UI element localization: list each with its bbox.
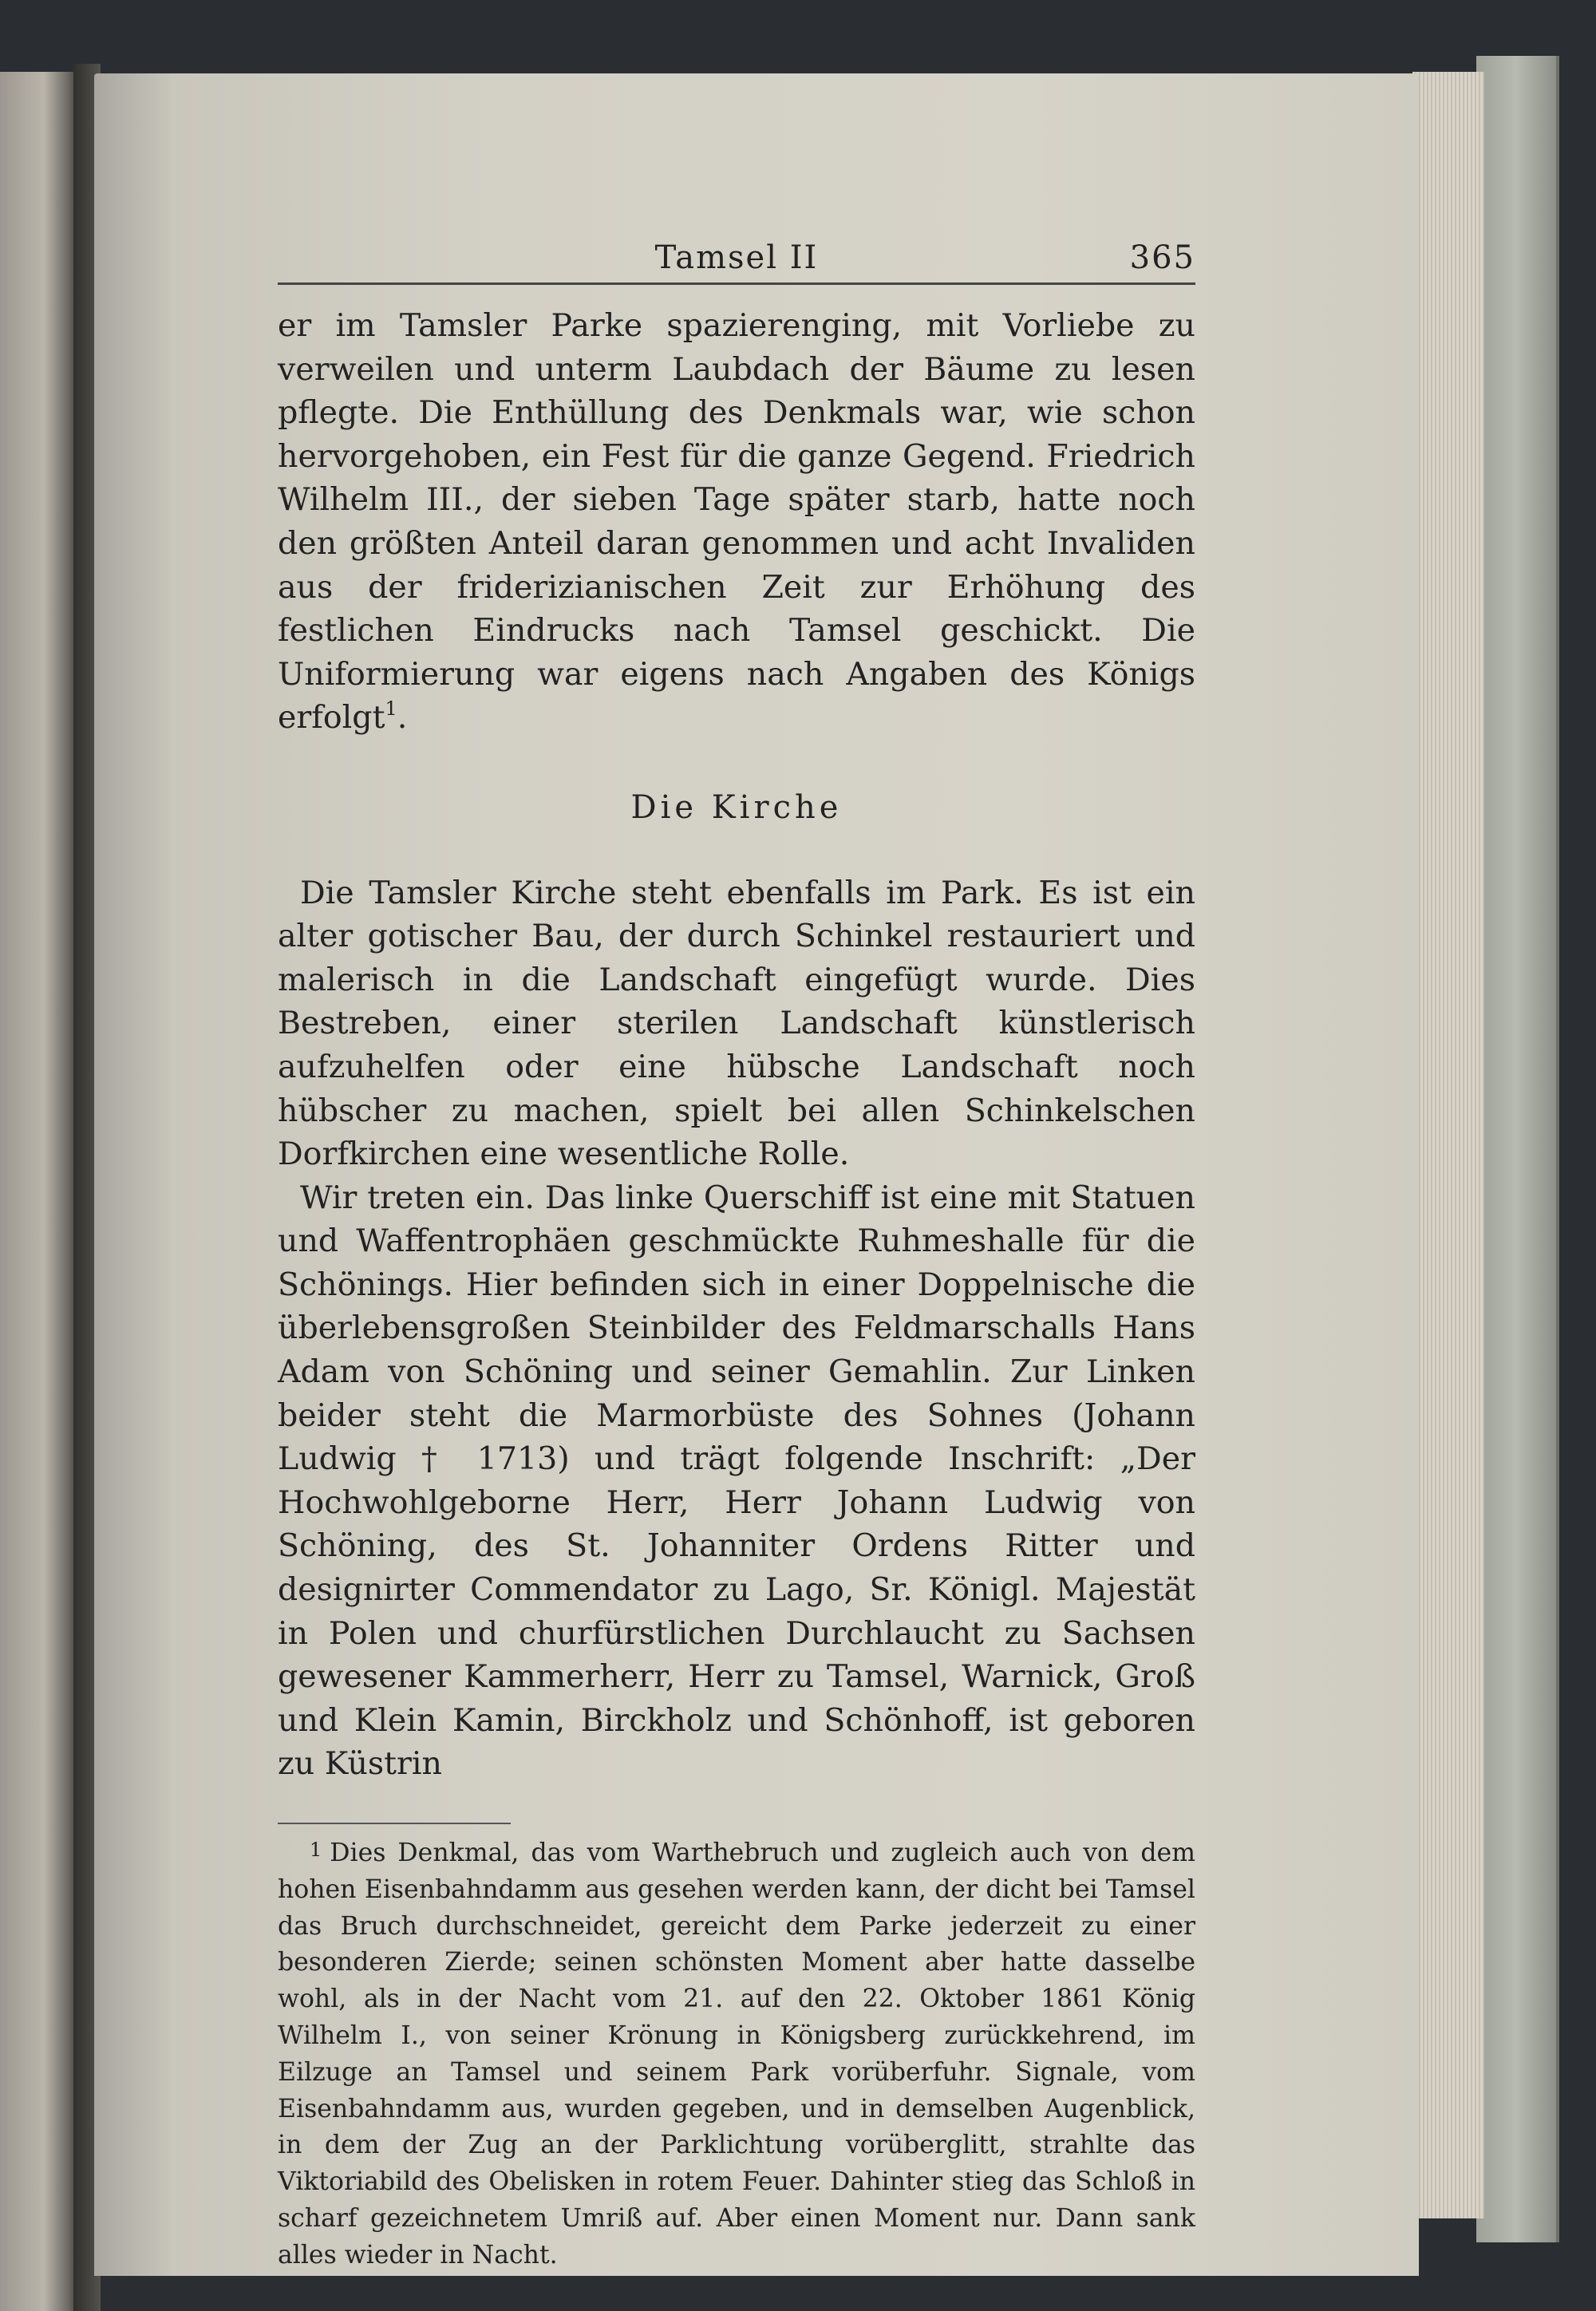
section-heading: Die Kirche	[630, 788, 843, 826]
footnote	[278, 1832, 1195, 2274]
footnote-divider	[278, 1823, 511, 1824]
book-cover-edge	[1476, 56, 1559, 2242]
page-number: 365	[1129, 239, 1195, 276]
paragraph-continuation	[278, 304, 1195, 740]
running-header	[278, 236, 1195, 285]
left-page-edge	[0, 72, 80, 2311]
page-content	[278, 236, 1195, 2274]
paragraph-text: er im Tamsler Parke spazierenging, mit Vorliebe zu verweilen und unterm Laubdach der Bäume zu lesen pflegte. Die Enthüllung des Denkmals war, wie schon hervorgehoben, ein Fest für die ganze Gegend. Friedrich Wilhelm III., der sieben Tage später starb, hatte noch den größten Anteil daran genommen und acht Invaliden aus der friderizianischen Zeit zur Erhöhung des festlichen Eindrucks nach Tamsel geschickt. Die Uniformierung war eigens nach Angaben des Königs erfolgt	[278, 307, 1195, 737]
footnote-paragraph	[278, 1832, 1195, 2274]
footnote-reference: 1	[385, 697, 397, 721]
footnote-mark: 1	[310, 1839, 322, 1861]
running-title: Tamsel II	[654, 239, 819, 276]
footnote-text: Dies Denkmal, das vom Warthebruch und zugleich auch von dem hohen Eisenbahndamm aus gesehen werden kann, der dicht bei Tamsel das Bruch durchschneidet, gereicht dem Parke jederzeit zu einer besonderen Zierde; seinen schönsten Moment aber hatte dasselbe wohl, als in der Nacht vom 21. auf den 22. Oktober 1861 König Wilhelm I., von seiner Krönung in Königsberg zurückkehrend, im Eilzuge an Tamsel und seinem Park vorüberfuhr. Signale, vom Eisenbahndamm aus, wurden gegeben, und in demselben Augenblick, in dem der Zug an der Parklichtung vorüberglitt, strahlte das Viktoriabild des Obelisken in rotem Feuer. Dahinter stieg das Schloß in scharf gezeichnetem Umriß auf. Aber einen Moment nur. Dann sank alles wieder in Nacht.	[278, 1839, 1195, 2270]
paragraph-church: Die Tamsler Kirche steht ebenfalls im Park. Es ist ein alter gotischer Bau, der durch Schinkel restauriert und malerisch in die Landschaft eingefügt wurde. Dies Bestreben, einer sterilen Landschaft künstlerisch aufzuhelfen oder eine hübsche Landschaft noch hübscher zu machen, spielt bei allen Schinkelschen Dorfkirchen eine wesentliche Rolle.	[278, 874, 1195, 1173]
body-text	[278, 304, 1195, 1786]
paragraph-interior: Wir treten ein. Das linke Querschiff ist eine mit Statuen und Waffentrophäen geschmückte Ruhmeshalle für die Schönings. Hier befinden sich in einer Doppelnische die überlebensgroßen Steinbilder des Feldmarschalls Hans Adam von Schöning und seiner Gemahlin. Zur Linken beider steht die Marmorbüste des Sohnes (Johann Ludwig † 1713) und trägt folgende Inschrift: „Der Hochwohlgeborne Herr, Herr Johann Ludwig von Schöning, des St. Johanniter Ordens Ritter und designirter Commendator zu Lago, Sr. Königl. Majestät in Polen und churfürstlichen Durchlaucht zu Sachsen gewesener Kammerherr, Herr zu Tamsel, Warnick, Groß und Klein Kamin, Birckholz und Schönhoff, ist geboren zu Küstrin	[278, 1179, 1195, 1783]
paragraph-end: .	[397, 699, 408, 737]
page-stack-edge	[1412, 72, 1484, 2218]
